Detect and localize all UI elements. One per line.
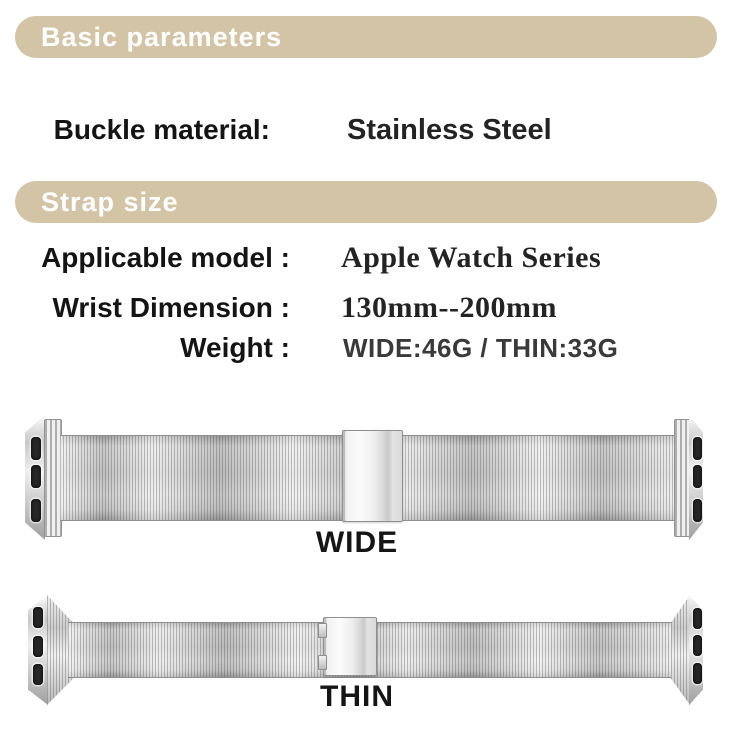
spec-row-weight	[0, 328, 750, 368]
adapter-slot	[31, 437, 41, 460]
clasp-buckle-wide	[342, 430, 403, 522]
adapter-bracket-right	[674, 419, 691, 537]
spec-value-applicable-model: Apple Watch Series	[341, 241, 602, 274]
section-banner-strap-size	[15, 181, 717, 223]
wide-band-photo	[25, 413, 705, 543]
spec-label-buckle-material: Buckle material:	[53, 114, 270, 145]
thin-band-label: THIN	[320, 680, 394, 713]
adapter-slot	[693, 499, 702, 522]
spec-value-weight: WIDE:46G / THIN:33G	[343, 332, 619, 363]
spec-row-buckle-material	[0, 110, 750, 150]
spec-value-wrist-dimension: 130mm--200mm	[341, 291, 557, 324]
section-title-basic-parameters: Basic parameters	[41, 22, 283, 52]
section-title-strap-size: Strap size	[41, 187, 179, 217]
adapter-slot	[33, 636, 43, 657]
spec-value-buckle-material: Stainless Steel	[347, 113, 552, 146]
adapter-slot	[31, 465, 41, 488]
section-banner-basic-parameters	[15, 16, 717, 58]
spec-row-applicable-model	[0, 238, 750, 278]
spec-row-wrist-dimension	[0, 288, 750, 328]
spec-label-wrist-dimension: Wrist Dimension :	[52, 292, 290, 323]
adapter-slot	[693, 635, 702, 656]
wide-band-label: WIDE	[315, 526, 399, 559]
clasp-buckle-thin	[323, 617, 377, 676]
adapter-slot	[31, 499, 41, 522]
adapter-slot	[693, 437, 702, 460]
adapter-slot	[693, 608, 702, 629]
adapter-slot	[693, 465, 702, 488]
adapter-slot	[33, 607, 43, 628]
spec-label-weight: Weight :	[180, 332, 290, 363]
spec-label-applicable-model: Applicable model :	[41, 242, 290, 273]
